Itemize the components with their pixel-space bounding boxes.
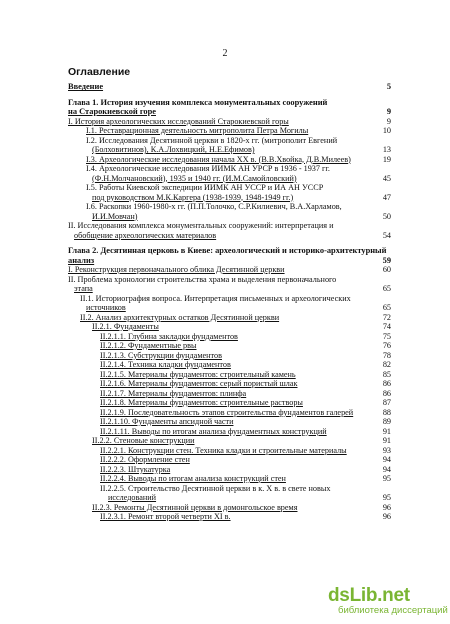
toc-entry-title: II.2.1.1. Глубина закладки фундаментов xyxy=(100,331,238,341)
toc-entry-title: II.2.1.3. Субструкции фундаментов xyxy=(100,350,222,360)
toc-entry xyxy=(68,82,390,92)
toc-entry-page: 89 xyxy=(382,417,391,426)
toc-entry xyxy=(68,256,390,266)
toc-entry xyxy=(68,408,390,418)
toc-entry-title: II.2.2.2. Оформление стен xyxy=(100,455,190,464)
toc-entry-page: 10 xyxy=(382,126,391,135)
toc-entry xyxy=(68,427,390,437)
toc-entry-page: 96 xyxy=(382,502,391,512)
toc-entry-page: 96 xyxy=(382,512,391,521)
toc-entry xyxy=(68,465,390,475)
toc-entry xyxy=(68,221,390,231)
toc-entry xyxy=(68,294,390,304)
toc-entry-title: I.2. Исследования Десятинной церкви в 1820-х гг. (митрополит Евгений xyxy=(86,135,338,145)
toc-entry xyxy=(68,275,390,285)
toc-entry-title: II.2.3. Ремонты Десятинной церкви в домонгольское время xyxy=(92,502,298,512)
toc-entry-page: 5 xyxy=(386,82,391,91)
toc-entry-title: II.2.1.6. Материалы фундаментов: серый пористый шлак xyxy=(100,379,298,388)
toc-entry xyxy=(68,246,390,256)
toc-entry-title: II.2.2.5. Строительство Десятинной церкви в к. X в. в свете новых xyxy=(100,483,331,493)
toc-entry-page: 75 xyxy=(382,331,391,341)
toc-entry-page: 76 xyxy=(382,341,391,350)
toc-entry xyxy=(68,265,390,275)
toc-entry xyxy=(68,512,390,522)
toc-entry xyxy=(68,303,390,313)
toc-entry-title: на Старокиевской горе xyxy=(68,107,156,116)
toc-entry-title: этапа xyxy=(74,284,93,293)
toc-entry xyxy=(68,417,390,427)
toc-entry-title: I.6. Раскопки 1960-1980-х гг. (П.П.Толочко, С.Р.Килиевич, В.А.Харламов, xyxy=(86,202,342,211)
toc-entry-title: под руководством М.К.Каргера (1938-1939, 1948-1949 гг.) xyxy=(92,192,294,202)
toc-entry-page: 86 xyxy=(382,388,391,398)
toc-entry-page: 82 xyxy=(382,360,391,369)
toc-entry xyxy=(68,202,390,212)
toc-entry xyxy=(68,398,390,408)
watermark-subtitle: библиотека диссертаций xyxy=(338,605,448,616)
toc-entry xyxy=(68,193,390,203)
toc-entry-title: I.4. Археологические исследования ИИМК АН УРСР в 1936 - 1937 гг. xyxy=(86,164,330,173)
toc-entry-title: II.2.1.9. Последовательность этапов строительства фундаментов галерей xyxy=(100,407,354,417)
toc-entry-page: 65 xyxy=(382,284,391,293)
toc-entry-title: II.2.1.2. Фундаментные рвы xyxy=(100,341,197,350)
toc-entry-page: 94 xyxy=(382,455,391,464)
watermark-logo: dsLib.net xyxy=(328,585,410,606)
toc-entry-title: II.2.2. Стеновые конструкции xyxy=(92,436,195,445)
toc-entry xyxy=(68,174,390,184)
toc-entry xyxy=(68,117,390,127)
toc-entry-title: I. История археологических исследований Старокиевской горы xyxy=(68,116,289,126)
toc-entry xyxy=(68,183,390,193)
toc-entry-title: (Ф.Н.Молчановский), 1935 и 1940 гг. (И.М.Самойловский) xyxy=(92,173,297,183)
toc-entry xyxy=(68,322,390,332)
toc-entry-page: 95 xyxy=(382,493,391,502)
toc-entry-title: II.2.1.7. Материалы фундаментов: плинфа xyxy=(100,388,247,398)
toc-entry-title: (Болховитинов), К.А.Лохвицкий, Н.Е.Ефимов) xyxy=(92,145,255,154)
toc-entry-page: 19 xyxy=(382,154,391,164)
toc-entry xyxy=(68,474,390,484)
toc-entry-title: обобщение археологических материалов xyxy=(74,230,217,240)
toc-entry-title: II.2.1.8. Материалы фундаментов: строительные растворы xyxy=(100,398,303,407)
toc-entry xyxy=(68,436,390,446)
toc-entry-page: 86 xyxy=(382,379,391,388)
toc-entry-title: II.2.1.5. Материалы фундаментов: строительный камень xyxy=(100,369,296,379)
toc-entry-title: И.И.Мовчан) xyxy=(92,211,138,221)
toc-entry-page: 13 xyxy=(382,145,391,154)
toc-entry-page: 65 xyxy=(382,303,391,312)
page-number: 2 xyxy=(222,48,228,59)
toc-entry-title: I. Реконструкция первоначального облика Десятинной церкви xyxy=(68,265,285,274)
toc-entry xyxy=(68,360,390,370)
toc-entry-title: I.5. Работы Киевской экспедиции ИИМК АН УССР и ИА АН УССР xyxy=(86,183,324,192)
toc-entry-page: 50 xyxy=(382,211,391,221)
toc-entry-page: 78 xyxy=(382,350,391,360)
toc-entry-title: II.1. Историография вопроса. Интерпретация письменных и археологических xyxy=(80,293,351,303)
toc-entry xyxy=(68,313,390,323)
toc-entry xyxy=(68,212,390,222)
toc-entry xyxy=(68,164,390,174)
toc-entry-title: II.2.1.11. Выводы по итогам анализа фундаментных конструкций xyxy=(100,426,327,436)
toc-entry-title: II.2. Анализ архитектурных остатков Десятинной церкви xyxy=(80,312,280,322)
toc-entry-page: 72 xyxy=(382,312,391,322)
toc-entry-page: 54 xyxy=(382,230,391,240)
toc-entry xyxy=(68,484,390,494)
table-of-contents xyxy=(68,82,390,522)
toc-entry-title: Глава 1. История изучения комплекса монументальных сооружений xyxy=(68,97,328,107)
toc-entry-title: I.1. Реставрационная деятельность митрополита Петра Могилы xyxy=(86,126,309,135)
toc-entry xyxy=(68,145,390,155)
toc-entry-title: II.2.2.1. Конструкции стен. Техника кладки и строительные материалы xyxy=(100,445,347,455)
toc-entry xyxy=(68,446,390,456)
toc-entry-page: 94 xyxy=(382,464,391,474)
toc-entry-title: I.3. Археологические исследования начала XX в. (В.В.Хвойка, Д.В.Милеев) xyxy=(86,154,351,164)
toc-entry xyxy=(68,155,390,165)
watermark xyxy=(328,585,448,616)
toc-entry-page: 93 xyxy=(382,445,391,455)
toc-entry-page: 74 xyxy=(382,322,391,331)
toc-entry-page: 47 xyxy=(382,192,391,202)
toc-entry-page: 91 xyxy=(382,426,391,436)
toc-entry xyxy=(68,389,390,399)
toc-entry-title: II.2.1. Фундаменты xyxy=(92,322,159,331)
toc-entry-title: II. Проблема хронологии строительства храма и выделения первоначального xyxy=(68,274,337,284)
toc-entry-title: Глава 2. Десятинная церковь в Киеве: археологический и историко-архитектурный xyxy=(68,246,387,255)
toc-entry-page: 91 xyxy=(382,436,391,445)
toc-entry xyxy=(68,341,390,351)
toc-entry-title: источников xyxy=(86,303,126,312)
toc-entry xyxy=(68,107,390,117)
toc-entry-title: II. Исследования комплекса монументальных сооружений: интерпретация и xyxy=(68,221,334,230)
toc-entry-title: II.2.2.3. Штукатурка xyxy=(100,464,171,474)
toc-entry xyxy=(68,493,390,503)
toc-entry xyxy=(68,351,390,361)
toc-entry xyxy=(68,379,390,389)
toc-entry xyxy=(68,503,390,513)
toc-entry-page: 88 xyxy=(382,407,391,417)
toc-entry-page: 9 xyxy=(386,116,391,126)
toc-entry-page: 45 xyxy=(382,173,391,183)
toc-entry-title: анализ xyxy=(68,255,95,265)
toc-entry xyxy=(68,126,390,136)
toc-entry xyxy=(68,332,390,342)
toc-entry-page: 9 xyxy=(386,107,391,116)
toc-entry xyxy=(68,231,390,241)
toc-entry xyxy=(68,136,390,146)
toc-entry-title: исследований xyxy=(108,493,157,502)
toc-heading: Оглавление xyxy=(68,66,131,78)
toc-entry xyxy=(68,98,390,108)
toc-entry-page: 59 xyxy=(382,255,391,265)
toc-entry-page: 87 xyxy=(382,398,391,407)
toc-entry-title: II.2.1.4. Техника кладки фундаментов xyxy=(100,360,231,369)
toc-entry xyxy=(68,370,390,380)
toc-entry-title: Введение xyxy=(68,82,104,91)
toc-entry-title: II.2.3.1. Ремонт второй четверти XI в. xyxy=(100,512,231,521)
toc-entry-page: 95 xyxy=(382,474,391,483)
toc-entry-page: 60 xyxy=(382,265,391,274)
toc-entry-page: 85 xyxy=(382,369,391,379)
toc-entry xyxy=(68,455,390,465)
toc-entry xyxy=(68,284,390,294)
toc-entry-title: II.2.2.4. Выводы по итогам анализа конструкций стен xyxy=(100,474,286,483)
toc-entry-title: II.2.1.10. Фундаменты апсидной части xyxy=(100,417,234,426)
